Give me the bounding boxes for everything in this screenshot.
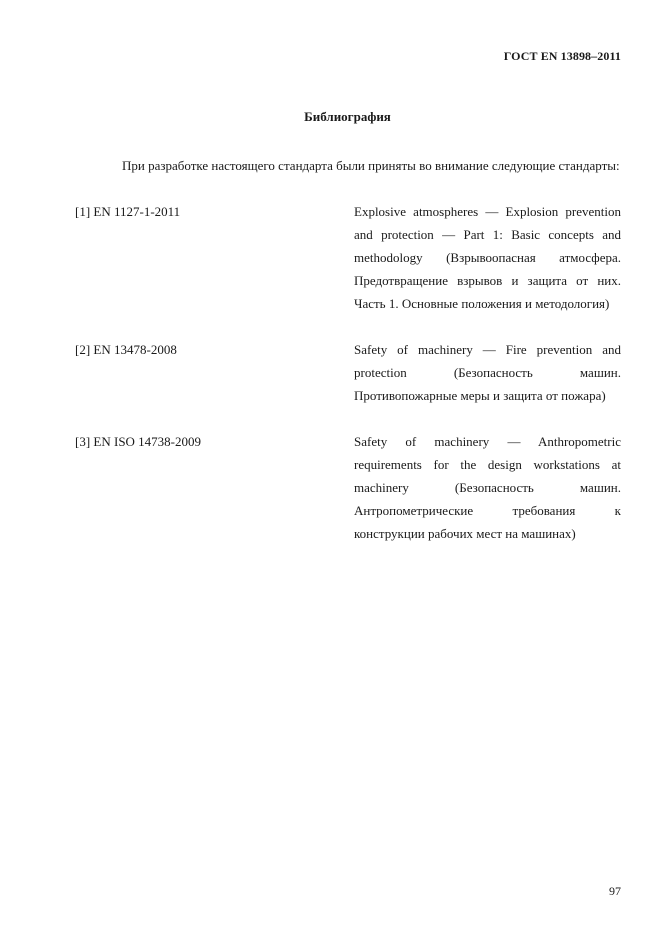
bibliography-description: Explosive atmospheres — Explosion prevention and protection — Part 1: Basic concepts and methodology (Взрывоопасная атмосфера. Предотвращение взрывов и защита от них. Часть 1. Основные положения и методология) [354, 204, 621, 311]
intro-paragraph: При разработке настоящего стандарта были приняты во внимание следующие стандарты: [122, 158, 620, 173]
bibliography-ref: [1] EN 1127-1-2011 [75, 204, 181, 219]
bibliography-description: Safety of machinery — Fire prevention and protection (Безопасность машин. Противопожарные меры и защита от пожара) [354, 342, 621, 403]
bibliography-ref: [3] EN ISO 14738-2009 [75, 434, 202, 449]
bibliography-ref: [2] EN 13478-2008 [75, 342, 177, 357]
document-code-header: ГОСТ EN 13898–2011 [503, 49, 621, 63]
bibliography-description: Safety of machinery — Anthropometric requirements for the design workstations at machinery (Безопасность машин. Антропометрические требования к конструкции рабочих мест на машинах) [354, 434, 621, 541]
page-number: 97 [609, 884, 621, 898]
page-title: Библиография [304, 109, 391, 124]
